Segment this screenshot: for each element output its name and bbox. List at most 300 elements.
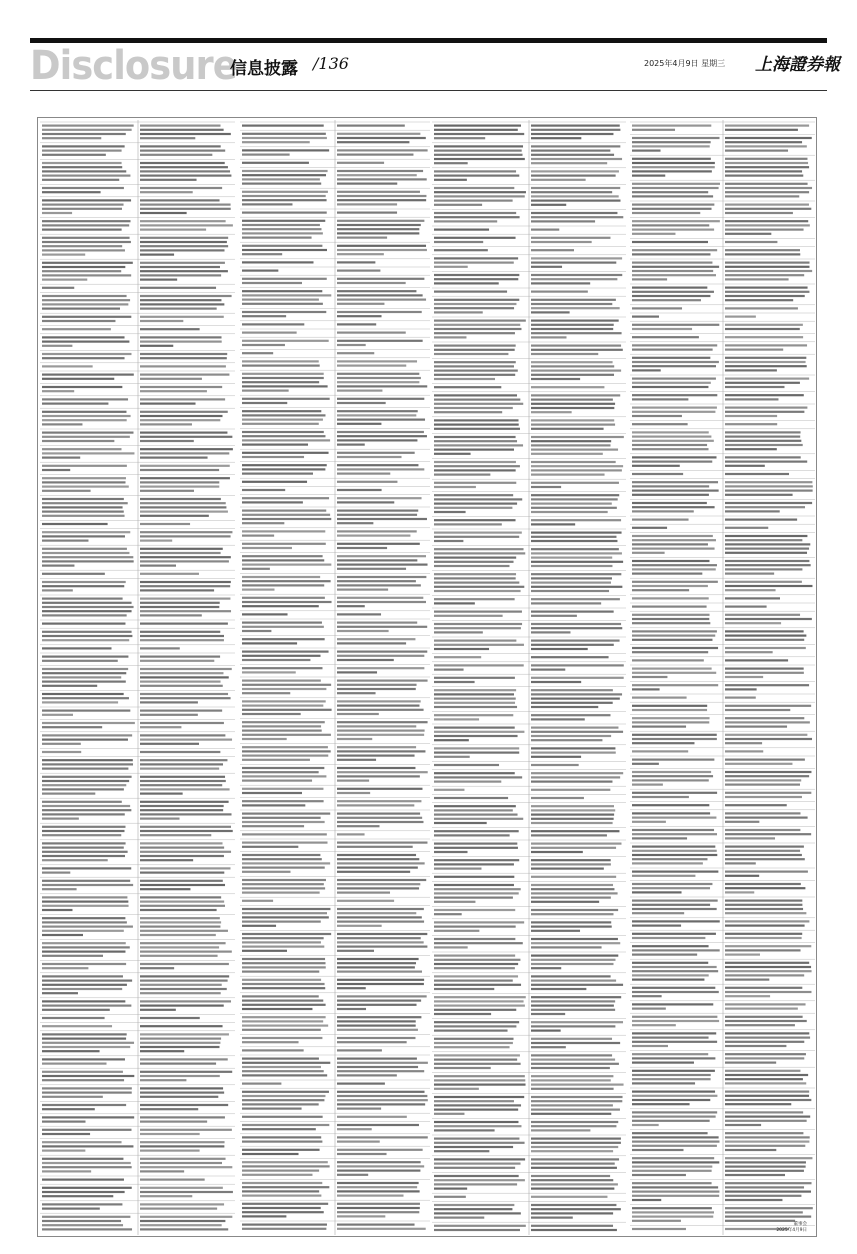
text-line [42,1228,132,1230]
text-line [242,941,321,943]
text-line [531,980,616,982]
text-line [725,386,784,388]
text-line [531,1005,614,1007]
text-line [140,1216,232,1218]
text-line [42,237,130,239]
text-line [531,1046,566,1048]
text-line [632,962,708,964]
text-line [531,303,612,305]
text-line [725,208,811,210]
text-line [140,498,221,500]
text-line [434,1088,479,1090]
text-line [531,859,611,861]
text-line [632,630,717,632]
text-line [725,170,802,172]
text-line [531,1038,612,1040]
text-line [434,1059,517,1061]
text-line [632,291,714,293]
text-line [242,1174,312,1176]
text-line [140,133,231,135]
text-line [242,705,323,707]
text-line [531,959,615,961]
text-line [725,543,810,545]
text-line [531,577,612,579]
text-line [632,423,688,425]
text-line [434,909,515,911]
text-line [632,295,710,297]
text-line [434,1196,466,1198]
text-line [42,901,128,903]
text-line [632,850,717,852]
text-line [725,573,774,575]
text-line [434,436,516,438]
text-line [242,1083,281,1085]
text-line [140,145,221,147]
text-line [632,1174,686,1176]
text-line [531,552,622,554]
text-line [337,468,424,470]
text-line [725,987,802,989]
text-line [434,631,483,633]
text-line [242,402,287,404]
text-line [725,448,777,450]
text-line [531,615,577,617]
text-line [242,1103,319,1105]
text-line [434,582,519,584]
text-line [725,415,777,417]
text-line [140,1075,220,1077]
text-line [140,647,180,649]
text-line [140,581,231,583]
text-line [531,378,580,380]
text-line [434,1042,513,1044]
text-line [632,622,710,624]
text-line [531,1138,621,1140]
text-line [337,966,415,968]
text-line [725,560,809,562]
text-line [725,945,811,947]
text-line [242,170,328,172]
text-line [632,1132,708,1134]
text-line [242,1186,329,1188]
text-line [140,813,232,815]
text-line [337,601,426,603]
text-line [632,461,712,463]
text-line [632,585,708,587]
text-line [140,988,227,990]
text-line [337,464,418,466]
text-line [242,1008,312,1010]
text-line [140,884,225,886]
text-line [725,966,811,968]
text-line [531,809,615,811]
text-line [725,705,811,707]
text-line [725,162,808,164]
text-line [531,1208,621,1210]
text-line [531,926,612,928]
text-line [632,581,718,583]
text-line [531,411,572,413]
text-line [42,668,128,670]
text-line [42,834,121,836]
text-line [434,1005,525,1007]
text-line [632,1191,719,1193]
text-line [337,1020,416,1022]
text-line [337,655,424,657]
text-line [632,481,718,483]
text-line [42,672,126,674]
text-line [531,1113,611,1115]
text-line [531,814,614,816]
text-line [632,1024,676,1026]
text-line [434,942,523,944]
text-line [531,1088,614,1090]
text-line [434,996,526,998]
text-line [140,917,220,919]
text-line [434,814,518,816]
text-line [725,883,801,885]
text-line [337,1190,420,1192]
text-line [725,249,800,251]
text-line [42,801,122,803]
text-line [140,1050,184,1052]
text-line [725,1166,806,1168]
text-line [42,548,127,550]
text-line [531,133,613,135]
text-line [140,560,229,562]
text-line [337,410,418,412]
text-line [42,299,130,301]
text-line [42,1017,105,1019]
text-line [531,1121,618,1123]
newspaper-brand: 上海證券報 [755,55,840,75]
text-line [632,316,659,318]
text-line [140,834,211,836]
text-line [242,966,326,968]
text-line [242,962,326,964]
text-line [42,457,80,459]
text-line [531,503,612,505]
text-line [725,829,800,831]
text-line [42,423,82,425]
text-line [434,727,515,729]
text-line [337,1074,397,1076]
text-line [434,1038,514,1040]
text-line [632,829,714,831]
text-line [632,659,704,661]
text-line [242,680,321,682]
text-line [434,747,519,749]
text-line [337,1091,425,1093]
text-line [632,647,718,649]
text-line [725,974,804,976]
text-line [531,1183,618,1185]
text-line [531,602,601,604]
text-line [42,585,124,587]
text-line [531,669,565,671]
text-line [140,166,228,168]
text-line [140,1116,225,1118]
text-line [140,308,217,310]
text-line [42,316,131,318]
text-line [242,414,325,416]
text-line [242,622,322,624]
text-line [632,398,688,400]
text-line [337,543,420,545]
text-line [337,473,390,475]
text-line [337,212,397,214]
text-line [434,370,518,372]
text-line [242,299,319,301]
text-line [725,191,809,193]
text-line [725,933,802,935]
text-line [140,701,198,703]
text-line [725,357,806,359]
text-line [42,1000,125,1002]
text-line [434,789,464,791]
text-line [242,444,308,446]
text-line [434,1212,521,1214]
text-line [531,1013,565,1015]
text-line [434,863,514,865]
text-line [337,1103,425,1105]
text-line [531,519,621,521]
text-line [42,851,128,853]
text-line [42,614,127,616]
text-line [242,431,324,433]
text-line [632,709,707,711]
text-line [434,266,468,268]
text-line [632,361,719,363]
text-line [725,709,790,711]
text-line [632,991,719,993]
text-line [337,597,423,599]
text-line [632,833,717,835]
text-line [242,589,275,591]
text-line [434,241,483,243]
text-line [725,817,808,819]
text-line [337,1099,428,1101]
text-line [140,1166,232,1168]
text-line [140,1170,184,1172]
text-line [632,676,667,678]
text-line [434,1084,526,1086]
text-line [242,439,330,441]
text-line [140,635,224,637]
text-line [42,992,78,994]
text-line [632,920,720,922]
text-line [434,1146,513,1148]
text-line [725,398,778,400]
text-line [242,1182,322,1184]
text-line [337,892,390,894]
text-line [725,804,787,806]
text-line [42,842,126,844]
text-line [337,385,427,387]
text-line [531,241,592,243]
text-line [531,145,620,147]
text-line [337,1182,419,1184]
text-line [242,1211,324,1213]
text-line [42,1195,113,1197]
text-line [242,713,301,715]
text-line [632,908,717,910]
text-line [337,431,424,433]
text-line [140,589,214,591]
text-line [140,515,209,517]
text-line [242,767,324,769]
text-line [725,635,806,637]
text-line [140,506,226,508]
text-line [140,154,212,156]
text-line [140,204,231,206]
text-line [242,734,331,736]
text-line [42,175,130,177]
text-line [242,137,327,139]
text-line [242,423,319,425]
text-line [140,660,214,662]
text-line [242,1037,322,1039]
text-line [434,307,514,309]
text-line [632,1032,716,1034]
text-line [140,403,196,405]
text-line [242,278,327,280]
text-line [725,266,809,268]
text-line [242,183,321,185]
text-line [42,328,111,330]
text-line [140,734,225,736]
text-line [725,717,804,719]
text-line [531,440,611,442]
text-line [434,440,517,442]
text-line [531,154,614,156]
text-line [434,444,523,446]
text-line [725,647,806,649]
text-line [140,565,176,567]
text-line [434,486,476,488]
text-line [725,887,805,889]
text-line [632,224,709,226]
text-line [42,942,126,944]
text-line [434,805,516,807]
text-line [337,937,421,939]
text-line [140,378,202,380]
text-line [725,291,809,293]
text-line [140,872,224,874]
text-line [434,731,524,733]
text-line [242,630,271,632]
text-line [337,568,406,570]
text-line [531,888,614,890]
text-line [434,756,470,758]
text-line [242,775,326,777]
text-line [242,245,322,247]
text-line [140,175,231,177]
text-line [434,365,514,367]
text-line [337,671,377,673]
text-line [337,303,384,305]
text-line [632,270,713,272]
text-line [531,590,609,592]
text-line [632,933,716,935]
text-line [42,1096,103,1098]
text-line [42,279,87,281]
text-line [725,473,789,475]
text-line [337,584,421,586]
text-line [140,423,192,425]
text-line [42,759,133,761]
text-line [434,1109,518,1111]
text-line [632,494,709,496]
text-line [434,677,515,679]
text-line [242,1058,319,1060]
text-line [42,701,118,703]
text-line [632,614,710,616]
text-line [140,386,222,388]
text-line [242,340,329,342]
text-line [725,684,809,686]
text-line [725,150,788,152]
text-line [725,726,787,728]
text-line [140,1145,224,1147]
text-line [531,1054,612,1056]
text-line [42,245,122,247]
text-line [725,1199,782,1201]
text-line [725,858,805,860]
text-line [140,150,225,152]
text-line [531,1075,613,1077]
text-line [140,266,220,268]
text-line [531,191,612,193]
text-line [531,523,575,525]
text-line [632,141,711,143]
text-line [531,1109,620,1111]
text-line [140,1087,223,1089]
text-line [337,950,374,952]
text-line [434,403,523,405]
text-line [140,1224,222,1226]
text-line [242,294,331,296]
text-line [140,432,227,434]
text-line [140,1096,218,1098]
text-line [337,1228,426,1230]
text-line [632,535,713,537]
text-line [140,946,219,948]
text-line [434,482,516,484]
text-line [242,1062,330,1064]
text-line [725,1149,776,1151]
text-line [42,552,129,554]
text-line [531,158,622,160]
text-line [337,439,417,441]
text-line [242,232,323,234]
text-line [140,531,232,533]
text-line [242,1207,321,1209]
text-line [42,855,125,857]
text-line [434,345,516,347]
text-line [725,991,811,993]
text-line [632,1037,709,1039]
text-line [531,187,620,189]
text-line [140,784,222,786]
text-line [140,722,224,724]
text-line [242,858,322,860]
text-line [632,1041,717,1043]
text-line [632,274,716,276]
text-line [531,1229,617,1231]
text-line [434,191,526,193]
text-line [42,224,129,226]
